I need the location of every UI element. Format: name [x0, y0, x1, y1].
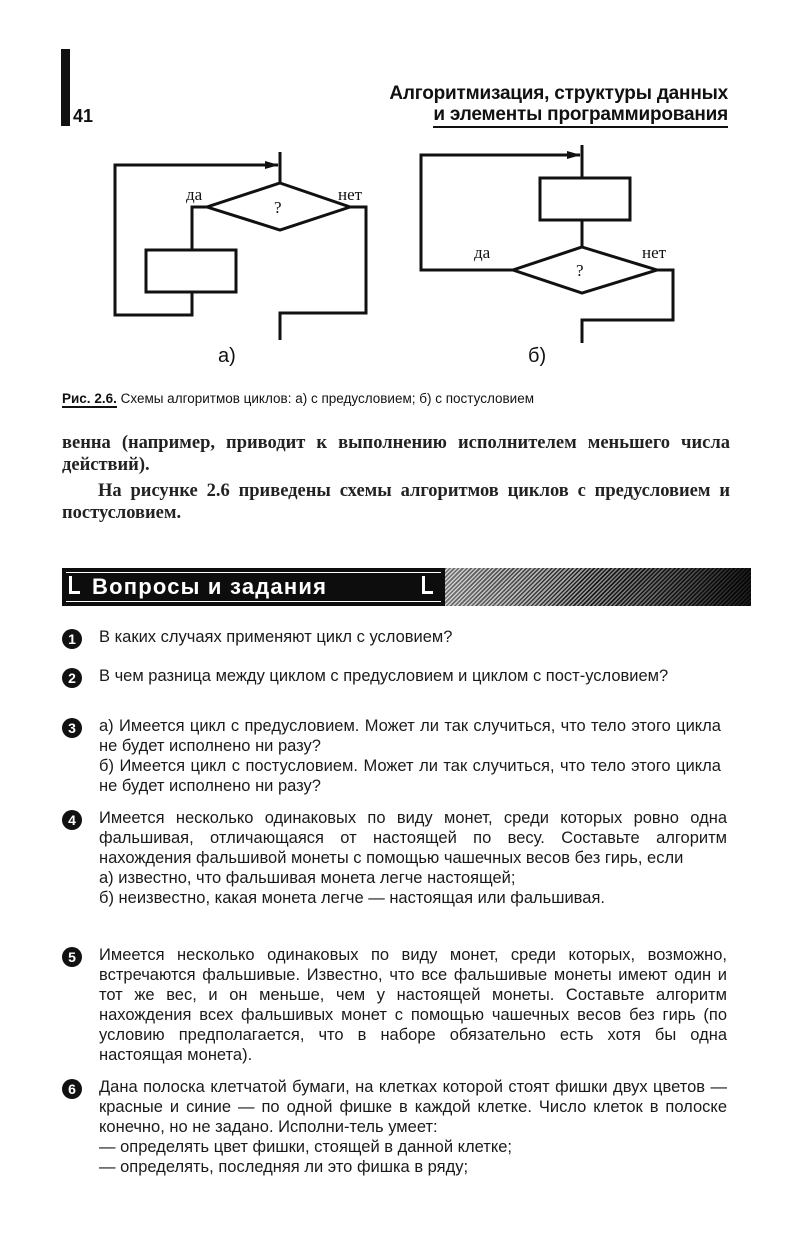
diagram-a-no-label: нет: [338, 185, 363, 204]
body-paragraph: На рисунке 2.6 приведены схемы алгоритмов циклов с предусловием и постусловием.: [62, 481, 730, 523]
diagram-b-sublabel: б): [528, 345, 547, 367]
question-subitem-b: б) Имеется цикл с постусловием. Может ли так случиться, что тело этого цикла не будет исполнено ни разу?: [99, 757, 721, 795]
diagram-a-sublabel: а): [218, 345, 236, 367]
question-number-badge: 4: [62, 810, 82, 830]
figure-2-6: [0, 0, 812, 380]
question-item: [62, 1077, 752, 1177]
section-title: Вопросы и задания: [92, 574, 328, 599]
diagram-a-body-box: [146, 250, 236, 292]
diagram-a-yes-branch: [192, 207, 207, 250]
running-head-line1: Алгоритмизация, структуры данных: [389, 83, 728, 104]
diagram-a-yes-label: да: [186, 185, 203, 204]
diagram-a: [115, 152, 366, 340]
caption-label: Рис. 2.6.: [62, 391, 117, 406]
diagram-b-yes-label: да: [474, 243, 491, 262]
question-item: [62, 716, 752, 796]
question-text: Имеется несколько одинаковых по виду монет, среди которых, возможно, встречаются фальшивые. Известно, что все фальшивые монеты имеют один и тот же вес, и он меньше, чем у настоящей монеты. Составьте алгоритм нахождения всех фальшивых монет с помощью чашечных весов без гирь (по условию предполагается, что в наборе обязательно есть хотя бы одна настоящая монета).: [99, 946, 727, 1064]
diagram-b-body-box: [540, 178, 630, 220]
diagram-b-no-label: нет: [642, 243, 667, 262]
diagram-a-condition: ?: [274, 198, 282, 217]
question-subitem-a: а) Имеется цикл с предусловием. Может ли так случиться, что тело этого цикла не будет исполнено ни разу?: [99, 717, 721, 755]
figure-caption: [62, 391, 534, 407]
question-text: В каких случаях применяют цикл с условием?: [99, 628, 453, 646]
caption-text: Схемы алгоритмов циклов: а) с предусловием; б) с постусловием: [116, 391, 535, 406]
corner-bracket-icon: [422, 576, 433, 594]
question-number-badge: 5: [62, 947, 82, 967]
diagram-b-condition: ?: [576, 261, 584, 280]
diagram-b-condition-diamond: [513, 247, 657, 293]
question-number-badge: 3: [62, 718, 82, 738]
running-head-line2: и элементы программирования: [433, 104, 728, 128]
question-number-badge: 6: [62, 1079, 82, 1099]
question-list-item: — определять цвет фишки, стоящей в данной клетке;: [99, 1138, 513, 1156]
question-text: В чем разница между циклом с предусловием и циклом с пост-условием?: [99, 667, 669, 685]
question-item: [62, 945, 752, 1065]
question-item: [62, 808, 752, 908]
diagram-b: [421, 145, 673, 343]
question-number-badge: 1: [62, 629, 82, 649]
corner-bracket-icon: [69, 576, 80, 594]
question-subitem-a: а) известно, что фальшивая монета легче настоящей;: [99, 869, 516, 887]
section-header: [62, 568, 751, 606]
question-text: Дана полоска клетчатой бумаги, на клетках которой стоят фишки двух цветов — красные и синие — по одной фишке в каждой клетке. Число клеток в полоске конечно, но не задано. Исполни-тель умеет:: [99, 1078, 727, 1136]
question-number-badge: 2: [62, 668, 82, 688]
question-item: [62, 666, 752, 686]
question-text: Имеется несколько одинаковых по виду монет, среди которых ровно одна фальшивая, отличающаяся от настоящей по весу. Составьте алгоритм нахождения фальшивой монеты с помощью чашечных весов без гирь, если: [99, 809, 727, 867]
page-number: 41: [73, 106, 94, 126]
body-paragraph: венна (например, приводит к выполнению исполнителем меньшего числа действий).: [62, 433, 730, 475]
section-header-block: [62, 568, 445, 606]
section-header-pattern: [445, 568, 751, 606]
question-subitem-b: б) неизвестно, какая монета легче — настоящая или фальшивая.: [99, 889, 605, 907]
question-list-item: — определять, последняя ли это фишка в ряду;: [99, 1158, 469, 1176]
question-item: [62, 627, 752, 647]
